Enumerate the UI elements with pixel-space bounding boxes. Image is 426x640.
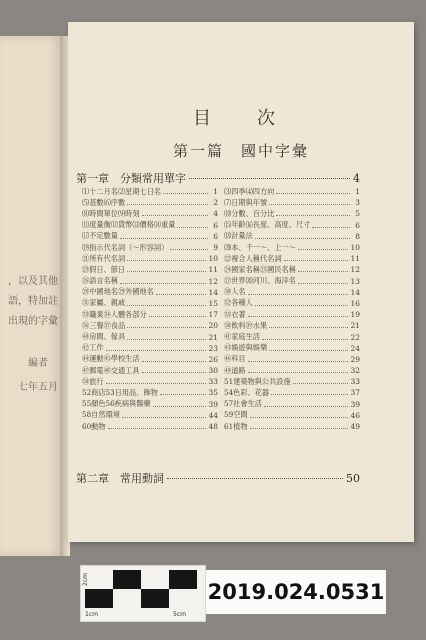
toc-entry-left [82, 332, 224, 342]
toc-entry-page: 17 [208, 310, 218, 320]
toc-row [82, 343, 366, 354]
toc-entry-right [224, 388, 366, 398]
toc-entry-page: 10 [350, 243, 360, 253]
toc-entry-left [82, 399, 224, 409]
toc-entry-left [82, 265, 224, 275]
toc-row [82, 276, 366, 287]
toc-entry-title: 59空間 [224, 410, 248, 420]
checker-cell [169, 589, 197, 608]
toc-entry-title: 61植物 [224, 421, 248, 431]
toc-entry-right [224, 366, 366, 376]
toc-entry-right [224, 254, 366, 264]
chapter-2-heading [76, 470, 360, 486]
toc-entry-title: ⒇本、千一～、上一～ [224, 242, 296, 252]
toc-entry-page: 1 [355, 187, 360, 197]
toc-entry-title: ㉛家屬、親戚 [82, 298, 126, 308]
leader-dots [255, 238, 350, 239]
toc-entry-left [82, 343, 224, 353]
toc-entry-title: ⑴十二月名⑵星期七日名 [82, 186, 162, 196]
toc-entry-page: 2 [213, 198, 218, 208]
toc-entry-title: ㉚人名 [224, 287, 246, 297]
toc-entry-page: 24 [350, 343, 360, 353]
toc-entry-right [224, 265, 366, 275]
leader-dots [106, 383, 207, 384]
leader-dots [127, 260, 206, 261]
toc-entry-right [224, 187, 366, 197]
toc-entry-title: 60動物 [82, 421, 106, 431]
toc-entry-left [82, 187, 224, 197]
leader-dots [298, 271, 349, 272]
leader-dots [262, 339, 349, 340]
toc-entry-page: 11 [350, 254, 360, 264]
leader-dots [142, 372, 207, 373]
chapter-2-page: 50 [346, 472, 360, 485]
toc-entry-title: 55顏色56疾病與醫藥 [82, 399, 151, 409]
checker-cell [141, 570, 169, 589]
leader-dots [120, 283, 207, 284]
toc-entry-page: 46 [350, 410, 360, 420]
leader-dots [276, 215, 350, 216]
toc-entry-page: 1 [213, 187, 218, 197]
toc-row [82, 208, 366, 219]
toc-entry-right [224, 231, 366, 241]
chapter-1-heading [76, 170, 360, 186]
toc-entry-title: ㊾道路 [224, 365, 246, 375]
toc-entry-page: 19 [350, 310, 360, 320]
checker-pattern [85, 570, 197, 608]
toc-entry-right [224, 332, 366, 342]
toc-entry-right [224, 321, 366, 331]
leader-dots [248, 361, 349, 362]
leader-dots [106, 350, 207, 351]
leader-dots [298, 283, 349, 284]
toc-entry-title: ㊿旅行 [82, 376, 104, 386]
toc-entry-title: ⒆指示代名詞（～形容詞） [82, 242, 169, 252]
toc-entry-page: 12 [208, 276, 218, 286]
toc-entry-left [82, 243, 224, 253]
leader-dots [167, 478, 343, 479]
leader-dots [248, 316, 349, 317]
toc-entry-title: ㊹運動㊺學校生活 [82, 354, 140, 364]
toc-entry-title: ㉑所有代名詞 [82, 253, 126, 263]
toc-entry-title: ⒄不定數量 [82, 231, 118, 241]
leader-dots [276, 193, 350, 194]
toc-entry-page: 39 [208, 399, 218, 409]
toc-entry-title: ⒂年齡⒃長度、高度、尺寸 [224, 220, 311, 230]
toc-entry-page: 32 [350, 366, 360, 376]
toc-row [82, 331, 366, 342]
toc-entry-page: 21 [350, 321, 360, 331]
page-title: 目 次 [193, 108, 289, 129]
toc-row [82, 399, 366, 410]
toc-entry-right [224, 198, 366, 208]
toc-entry-page: 26 [208, 354, 218, 364]
toc-entry-page: 49 [350, 422, 360, 432]
leader-dots [142, 215, 208, 216]
leader-dots [127, 327, 206, 328]
toc-entry-title: ㉘中國地名㉙外國地名 [82, 287, 154, 297]
toc-row [82, 387, 366, 398]
toc-entry-page: 21 [208, 332, 218, 342]
toc-entry-title: ㉔國家名稱㉕國民名稱 [224, 264, 296, 274]
toc-entry-page: 14 [350, 287, 360, 297]
left-page-line: 出現的字彙 [8, 316, 58, 327]
toc-entry-page: 9 [213, 243, 218, 253]
leader-dots [250, 417, 349, 418]
chapter-2-label: 第二章 常用動詞 [76, 472, 164, 485]
leader-dots [269, 327, 348, 328]
leader-dots [293, 383, 349, 384]
toc-entry-left [82, 198, 224, 208]
toc-entry-title: 52商店53日用品、飾物 [82, 387, 158, 397]
toc-entry-page: 37 [350, 388, 360, 398]
toc-entry-title: ㉖語言名稱 [82, 276, 118, 286]
toc-entry-page: 6 [213, 231, 218, 241]
toc-entry-page: 39 [350, 399, 360, 409]
toc-row [82, 186, 366, 197]
toc-row [82, 365, 366, 376]
toc-row [82, 231, 366, 242]
checker-cell [169, 570, 197, 589]
toc-entry-left [82, 287, 224, 297]
toc-entry-left [82, 422, 224, 432]
toc-entries [82, 186, 366, 432]
scale-label-top: 2cm [82, 573, 89, 586]
scale-label-bottom-right: 5cm [173, 611, 186, 618]
toc-entry-left [82, 354, 224, 364]
color-scale-card [80, 565, 206, 622]
leader-dots [142, 361, 207, 362]
toc-entry-left [82, 321, 224, 331]
toc-entry-page: 48 [208, 422, 218, 432]
leader-dots [127, 305, 206, 306]
left-page-line: 編者 [28, 358, 48, 369]
leader-dots [298, 249, 349, 250]
toc-entry-title: ㉝職業㉞人體各部分 [82, 309, 147, 319]
toc-entry-title: ⑾度量衡⑿貨幣⒀價格⒁重量 [82, 220, 176, 230]
leader-dots [269, 204, 350, 205]
toc-entry-title: ㊱三餐㊲食品 [82, 320, 126, 330]
checker-cell [85, 570, 113, 589]
toc-entry-title: ⒅計量法 [224, 231, 253, 241]
leader-dots [156, 294, 207, 295]
toc-entry-title: ㉟衣著 [224, 309, 246, 319]
toc-entry-page: 23 [208, 343, 218, 353]
toc-entry-page: 13 [350, 276, 360, 286]
leader-dots [269, 350, 348, 351]
toc-row [82, 220, 366, 231]
toc-entry-title: 58自然環境 [82, 410, 120, 420]
toc-entry-right [224, 220, 366, 230]
leader-dots [264, 406, 349, 407]
toc-entry-page: 30 [208, 366, 218, 376]
toc-entry-title: ㉓假日、節日 [82, 264, 126, 274]
toc-entry-title: ⑺日期與年號 [224, 197, 268, 207]
toc-entry-left [82, 377, 224, 387]
toc-entry-right [224, 287, 366, 297]
leader-dots [127, 339, 206, 340]
leader-dots [250, 428, 349, 429]
toc-entry-page: 20 [208, 321, 218, 331]
leader-dots [153, 406, 207, 407]
toc-entry-left [82, 366, 224, 376]
leader-dots [271, 394, 348, 395]
toc-entry-left [82, 220, 224, 230]
toc-entry-page: 15 [208, 298, 218, 308]
toc-entry-title: 57社會生活 [224, 399, 262, 409]
leader-dots [284, 260, 349, 261]
toc-entry-title: ㊸娛遊與娛樂 [224, 343, 268, 353]
toc-row [82, 242, 366, 253]
toc-row [82, 354, 366, 365]
toc-entry-title: 51建築物與公共設施 [224, 376, 291, 386]
toc-entry-left [82, 310, 224, 320]
toc-entry-right [224, 354, 366, 364]
toc-row [82, 197, 366, 208]
leader-dots [127, 204, 208, 205]
leader-dots [248, 372, 349, 373]
toc-entry-right [224, 343, 366, 353]
leader-dots [163, 193, 208, 194]
toc-entry-title: ㊷工作 [82, 343, 104, 353]
left-page-line: 七年五月 [18, 382, 58, 393]
toc-row [82, 253, 366, 264]
toc-entry-right [224, 399, 366, 409]
leader-dots [248, 294, 349, 295]
toc-entry-page: 8 [355, 231, 360, 241]
chapter-1-label: 第一章 分類常用單字 [76, 172, 186, 185]
toc-entry-title: ㉜各種人 [224, 298, 253, 308]
leader-dots [120, 238, 208, 239]
leader-dots [255, 305, 349, 306]
toc-entry-title: ⑸基數⑹序數 [82, 197, 126, 207]
right-page [68, 22, 414, 542]
checker-cell [141, 589, 169, 608]
leader-dots [160, 394, 207, 395]
leader-dots [127, 271, 206, 272]
toc-entry-right [224, 310, 366, 320]
toc-row [82, 298, 366, 309]
toc-entry-left [82, 388, 224, 398]
toc-entry-page: 6 [213, 220, 218, 230]
toc-entry-page: 14 [208, 287, 218, 297]
leader-dots [312, 227, 350, 228]
toc-entry-title: ⑻時間單位⑼時刻 [82, 208, 140, 218]
page-subtitle: 第一篇 國中字彙 [172, 142, 309, 160]
toc-entry-left [82, 209, 224, 219]
left-page [0, 36, 64, 556]
toc-entry-right [224, 422, 366, 432]
toc-entry-right [224, 243, 366, 253]
checker-cell [113, 589, 141, 608]
toc-entry-page: 12 [350, 265, 360, 275]
toc-row [82, 320, 366, 331]
toc-entry-title: ㊵房間、傢具 [82, 332, 126, 342]
toc-row [82, 264, 366, 275]
toc-entry-page: 33 [350, 377, 360, 387]
toc-entry-left [82, 254, 224, 264]
leader-dots [177, 227, 208, 228]
toc-entry-right [224, 410, 366, 420]
toc-entry-page: 3 [355, 198, 360, 208]
leader-dots [122, 417, 207, 418]
toc-entry-right [224, 298, 366, 308]
toc-entry-left [82, 410, 224, 420]
toc-entry-page: 5 [355, 209, 360, 219]
checker-cell [85, 589, 113, 608]
chapter-1-page: 4 [353, 172, 360, 185]
toc-entry-title: ㉒複合人稱代名詞 [224, 253, 282, 263]
toc-entry-title: ㊳飲料㊴水果 [224, 320, 268, 330]
checker-cell [113, 570, 141, 589]
toc-row [82, 410, 366, 421]
toc-entry-left [82, 298, 224, 308]
leader-dots [170, 249, 208, 250]
toc-entry-page: 33 [208, 377, 218, 387]
accession-id-label: 2019.024.0531 [206, 570, 386, 614]
toc-entry-title: ㊻科目 [224, 354, 246, 364]
toc-entry-page: 35 [208, 388, 218, 398]
toc-entry-right [224, 377, 366, 387]
toc-entry-page: 44 [208, 410, 218, 420]
toc-entry-page: 10 [208, 254, 218, 264]
toc-row [82, 421, 366, 432]
toc-entry-right [224, 276, 366, 286]
toc-entry-left [82, 276, 224, 286]
left-page-line: ，以及其他 [8, 276, 58, 287]
toc-entry-page: 22 [350, 332, 360, 342]
toc-entry-title: ㊶家庭生活 [224, 332, 260, 342]
left-page-line: 語，特加註 [8, 296, 58, 307]
toc-entry-title: ㊼郵電㊽交通工具 [82, 365, 140, 375]
leader-dots [149, 316, 207, 317]
leader-dots [189, 178, 350, 179]
toc-entry-title: ⑶四季⑷四方向 [224, 186, 275, 196]
scale-label-bottom-left: 1cm [85, 611, 98, 618]
toc-entry-page: 16 [350, 298, 360, 308]
toc-row [82, 309, 366, 320]
toc-entry-page: 29 [350, 354, 360, 364]
toc-row [82, 287, 366, 298]
toc-entry-title: ㉗世界⒇河川、海洋名 [224, 276, 296, 286]
toc-entry-page: 11 [208, 265, 218, 275]
toc-entry-title: ⑽分數、百分比 [224, 208, 275, 218]
toc-entry-right [224, 209, 366, 219]
toc-entry-page: 6 [355, 220, 360, 230]
leader-dots [108, 428, 207, 429]
toc-row [82, 376, 366, 387]
toc-entry-page: 4 [213, 209, 218, 219]
toc-entry-title: 54色彩、花器 [224, 387, 270, 397]
toc-entry-left [82, 231, 224, 241]
